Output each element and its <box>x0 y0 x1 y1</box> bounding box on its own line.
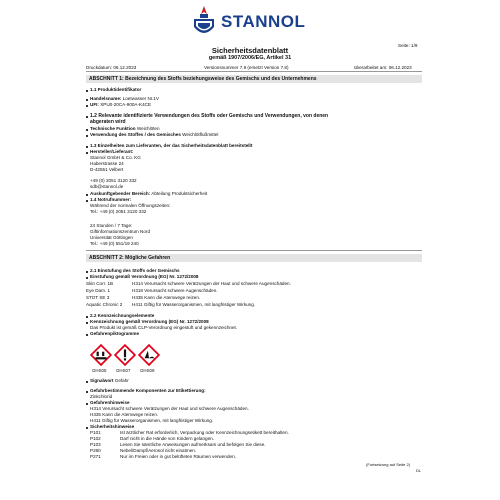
precaution-code: P260 <box>90 448 101 453</box>
bullet <box>86 116 88 118</box>
label-heading: Kennzeichnung gemäß Verordnung (EG) Nr. 1272/2008 <box>90 319 209 324</box>
brand-name: STANNOL <box>221 12 306 31</box>
subsection-1-1: 1.1 Produktidentifikator <box>90 87 142 92</box>
hazard-statements-label: Gefahrenhinweise <box>90 400 130 405</box>
hazard-statement: H314 Verursacht schwere Verätzungen der Haut und schwere Augenschäden. <box>90 406 249 411</box>
tech-function-label: Technische Funktion <box>90 126 136 131</box>
class-statement: H411 Giftig für Wasserorganismen, mit langfristiger Wirkung. <box>132 302 256 307</box>
bullet <box>86 427 88 429</box>
document-title: Sicherheitsdatenblatt <box>211 46 289 55</box>
bullet <box>86 277 88 279</box>
emergency-hours: Während der normalen Öffnungszeiten: <box>90 203 171 208</box>
pictogram-code: GHS07 <box>116 368 131 373</box>
precaution-code: P101 <box>90 430 101 435</box>
precaution-text: Nur im Freien oder in gut belüfteten Räumen verwenden. <box>120 454 236 459</box>
bullet <box>86 316 88 318</box>
signal-word-label: Signalwort <box>90 378 114 383</box>
bullet <box>86 403 88 405</box>
precaution-code: P271 <box>90 454 101 459</box>
bullet <box>86 129 88 131</box>
class-statement: H318 Verursacht schwere Augenschäden. <box>132 288 218 293</box>
precaution-code: P103 <box>90 442 101 447</box>
bullet <box>86 322 88 324</box>
emergency-phone: Tel.: +49 (0) 2051 3120 332 <box>90 209 147 214</box>
use-label: Verwendung des Stoffes / des Gemisches <box>90 132 181 137</box>
info-value: Abteilung Produktsicherheit <box>151 191 208 196</box>
subsection-1-3: 1.3 Einzelheiten zum Lieferanten, der das Sicherheitsdatenblatt bereitstellt <box>90 143 253 148</box>
components-label: Gefahrbestimmende Komponenten zur Etikettierung: <box>90 388 206 393</box>
corrosion-pictogram-icon <box>90 344 112 366</box>
supplier-email[interactable]: sdb@stannol.de <box>90 184 124 189</box>
pictogram-code: GHS09 <box>140 368 155 373</box>
trade-name-label: Handelsname: <box>90 96 122 101</box>
trade-name-value: Loetwasser Nr.1V <box>122 96 159 101</box>
bullet <box>86 152 88 154</box>
supplier-address-2: Haberstrasse 24 <box>90 161 124 166</box>
supplier-address-3: D-42551 Velbert <box>90 167 124 172</box>
class-statement: H314 Verursacht schwere Verätzungen der Haut und schwere Augenschäden. <box>132 281 291 286</box>
subsection-1-2-cont: abgeraten wird <box>90 119 126 125</box>
emergency-center-phone: Tel.: +49 (0) 551/19 240 <box>90 241 139 246</box>
section-1-heading: ABSCHNITT 1: Bezeichnung des Stoffs beziehungsweise des Gemischs und des Unternehmens <box>86 75 422 83</box>
stannol-logo <box>185 4 315 40</box>
revision-date: überarbeitet am: 06.12.2023 <box>354 65 412 70</box>
label-text: Das Produkt ist gemäß CLP-Verordnung eingestuft und gekennzeichnet. <box>90 325 238 330</box>
emergency-center: Giftinformationszentrum Nord <box>90 229 150 234</box>
pictograms-label: Gefahrenpiktogramme <box>90 331 140 336</box>
use-line <box>90 132 218 137</box>
divider <box>86 250 422 251</box>
page-number: Seite: 1/9 <box>398 43 418 48</box>
subsection-1-4: 1.4 Notrufnummer: <box>90 197 132 202</box>
precaution-code: P102 <box>90 436 101 441</box>
precaution-text: Darf nicht in die Hände von Kindern gelangen. <box>120 436 214 441</box>
trade-name-line <box>90 96 159 101</box>
supplier-phone: +49 (0) 2051 3120 332 <box>90 178 137 183</box>
tech-function-value: Weichlöten <box>136 126 160 131</box>
bullet <box>86 135 88 137</box>
subsection-1-2: 1.2 Relevante identifizierte Verwendungen des Stoffs oder Gemischs und Verwendungen, von denen <box>90 113 329 119</box>
precaution-text: Ist ärztlicher Rat erforderlich, Verpackung oder Kennzeichnungsetikett bereithalten. <box>120 430 289 435</box>
tech-function-line <box>90 126 160 131</box>
class-category: Aquatic Chronic 2 <box>86 302 123 307</box>
precaution-text: Lesen Sie sämtliche Anweisungen aufmerksam und befolgen Sie diese. <box>120 442 266 447</box>
class-category: Eye Dam. 1 <box>86 288 110 293</box>
precautionary-label: Sicherheitshinweise <box>90 424 135 429</box>
bullet <box>86 391 88 393</box>
info-label: Auskunftgebender Bereich: <box>90 191 151 196</box>
continued-note: (Fortsetzung auf Seite 2) <box>366 462 411 467</box>
bullet <box>86 200 88 202</box>
hazard-statement: H335 Kann die Atemwege reizen. <box>90 412 159 417</box>
bullet <box>86 90 88 92</box>
print-date: Druckdatum: 06.12.2023 <box>86 65 137 70</box>
clp-classification-label: Einstufung gemäß Verordnung (EG) Nr. 1272/2008 <box>90 274 199 279</box>
supplier-label: Hersteller/Lieferant: <box>90 149 134 154</box>
supplier-address-1: Stannol GmbH & Co. KG <box>90 155 141 160</box>
class-statement: H335 Kann die Atemwege reizen. <box>132 295 201 300</box>
bullet <box>86 146 88 148</box>
bullet <box>86 271 88 273</box>
signal-word-line <box>90 378 129 383</box>
footer-code: DL <box>416 468 422 473</box>
divider <box>86 71 422 72</box>
class-category: STOT SE 3 <box>86 295 110 300</box>
environment-pictogram-icon <box>138 344 160 366</box>
class-category: Skin Corr. 1B <box>86 281 114 286</box>
ufi-label: UFI: <box>90 102 99 107</box>
logo-emblem-icon <box>191 5 217 39</box>
precaution-text: Nebel/Dampf/Aerosol nicht einatmen. <box>120 448 197 453</box>
bullet <box>86 381 88 383</box>
emergency-24h: 24 Stunden / 7 Tage: <box>90 223 133 228</box>
subsection-2-1: 2.1 Einstufung des Stoffs oder Gemischs <box>90 268 180 273</box>
ufi-line <box>90 102 151 107</box>
pictogram-code: GHS05 <box>92 368 107 373</box>
signal-word-value: Gefahr <box>114 378 129 383</box>
subsection-2-2: 2.2 Kennzeichnungselemente <box>90 313 155 318</box>
info-line <box>90 191 207 196</box>
emergency-university: Universität Göttingen <box>90 235 133 240</box>
use-value: Weichlötflußmittel <box>182 132 219 137</box>
exclamation-pictogram-icon <box>114 344 136 366</box>
bullet <box>86 194 88 196</box>
component-name: Zinkchlorid <box>90 394 113 399</box>
bullet <box>86 99 88 101</box>
section-2-heading: ABSCHNITT 2: Mögliche Gefahren <box>86 254 422 262</box>
document-subtitle: gemäß 1907/2006/EG, Artikel 31 <box>208 55 292 61</box>
bullet <box>86 334 88 336</box>
version-number: Versionsnummer 7.9 (ersetzt Version 7.8) <box>204 65 289 70</box>
hazard-statement: H411 Giftig für Wasserorganismen, mit langfristiger Wirkung. <box>90 418 214 423</box>
ufi-value: XPU0-20CA-900A-K4CE <box>100 102 152 107</box>
bullet <box>86 105 88 107</box>
